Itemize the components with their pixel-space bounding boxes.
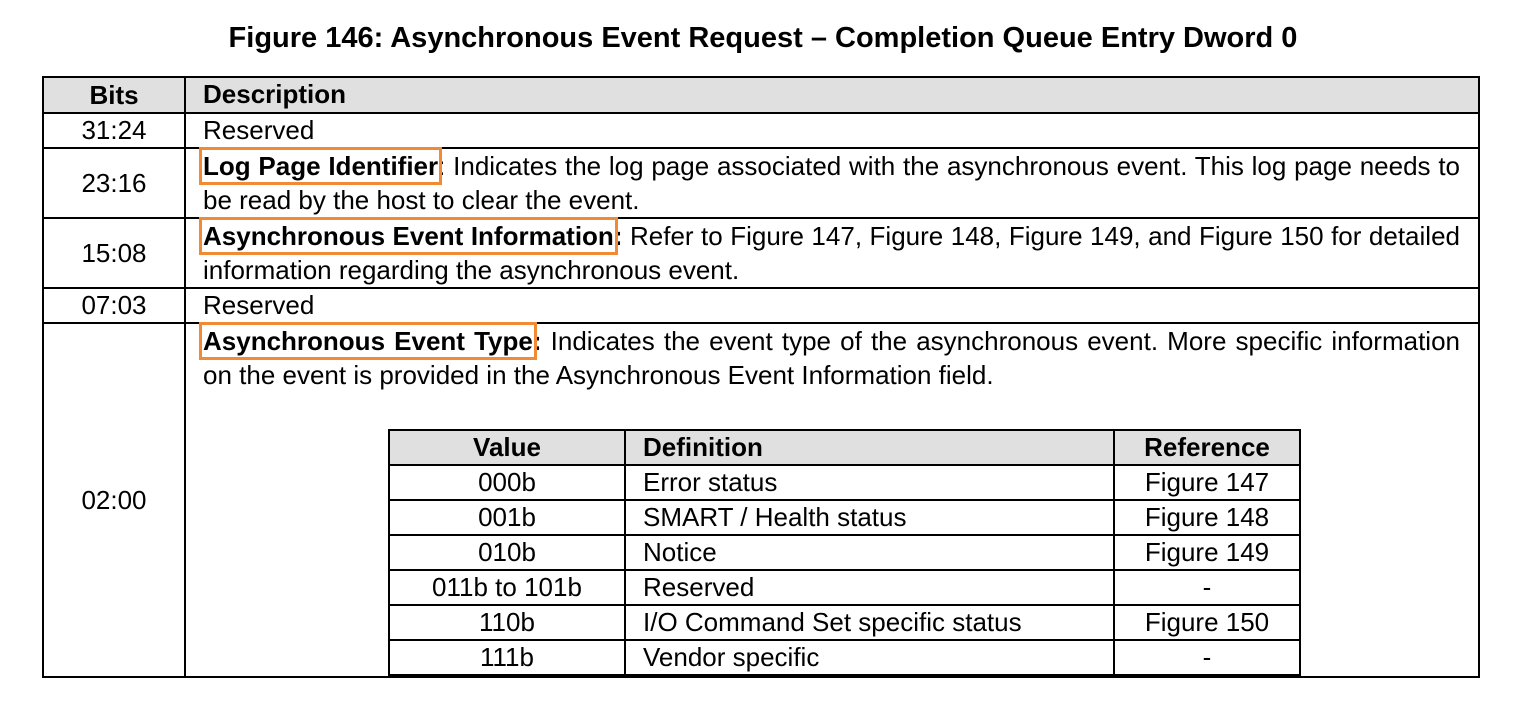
bits-cell: 31:24	[43, 113, 185, 148]
bits-cell: 23:16	[43, 148, 185, 218]
header-bits: Bits	[43, 77, 185, 113]
table-row	[389, 465, 1300, 500]
field-description-text: Indicates the log page associated with the asynchronous event. This log page needs to be read by the host to clear the event.	[203, 151, 1460, 215]
table-row	[389, 640, 1300, 675]
table-row	[389, 605, 1300, 640]
definition-cell: Reserved	[625, 570, 1114, 605]
header-value: Value	[389, 430, 625, 465]
header-reference: Reference	[1114, 430, 1300, 465]
reference-cell: Figure 148	[1114, 500, 1300, 535]
bits-cell: 15:08	[43, 218, 185, 288]
description-cell: Reserved	[185, 113, 1479, 148]
value-cell: 000b	[389, 465, 625, 500]
table-row	[43, 288, 1479, 323]
definition-cell: Error status	[625, 465, 1114, 500]
field-description-text: Refer to Figure 147, Figure 148, Figure 149, and Figure 150 for detailed information regarding the asynchronous event.	[203, 221, 1460, 285]
inner-header-row	[389, 430, 1300, 465]
definition-cell: Vendor specific	[625, 640, 1114, 675]
reference-cell: Figure 150	[1114, 605, 1300, 640]
value-cell: 010b	[389, 535, 625, 570]
field-colon: :	[613, 221, 623, 251]
bits-cell: 07:03	[43, 288, 185, 323]
description-cell	[185, 323, 1479, 677]
table-row	[389, 500, 1300, 535]
header-description: Description	[185, 77, 1479, 113]
value-cell: 011b to 101b	[389, 570, 625, 605]
reference-cell: Figure 147	[1114, 465, 1300, 500]
definition-cell: SMART / Health status	[625, 500, 1114, 535]
bits-cell: 02:00	[43, 323, 185, 677]
field-description-text: Indicates the event type of the asynchronous event. More specific information on the event is provided in the Asynchronous Event Information field.	[203, 326, 1460, 390]
description-cell: Reserved	[185, 288, 1479, 323]
table-row	[389, 535, 1300, 570]
field-name-highlight: Asynchronous Event Type	[203, 326, 533, 356]
field-colon: :	[438, 151, 446, 181]
table-header-row	[43, 77, 1479, 113]
table-row	[43, 218, 1479, 288]
field-colon: :	[532, 326, 542, 356]
reference-cell: Figure 149	[1114, 535, 1300, 570]
reference-cell: -	[1114, 570, 1300, 605]
value-cell: 110b	[389, 605, 625, 640]
table-row	[389, 570, 1300, 605]
definition-cell: I/O Command Set specific status	[625, 605, 1114, 640]
definition-cell: Notice	[625, 535, 1114, 570]
header-definition: Definition	[625, 430, 1114, 465]
description-cell	[185, 218, 1479, 288]
table-row	[43, 323, 1479, 677]
description-cell	[185, 148, 1479, 218]
figure-title: Figure 146: Asynchronous Event Request – Completion Queue Entry Dword 0	[228, 22, 1298, 54]
cqe-dword0-table	[42, 76, 1480, 678]
event-type-table	[388, 429, 1301, 676]
field-name-highlight: Asynchronous Event Information	[203, 221, 614, 251]
value-cell: 111b	[389, 640, 625, 675]
table-row	[43, 148, 1479, 218]
reference-cell: -	[1114, 640, 1300, 675]
table-row	[43, 113, 1479, 148]
field-name-highlight: Log Page Identifier	[203, 151, 439, 181]
value-cell: 001b	[389, 500, 625, 535]
